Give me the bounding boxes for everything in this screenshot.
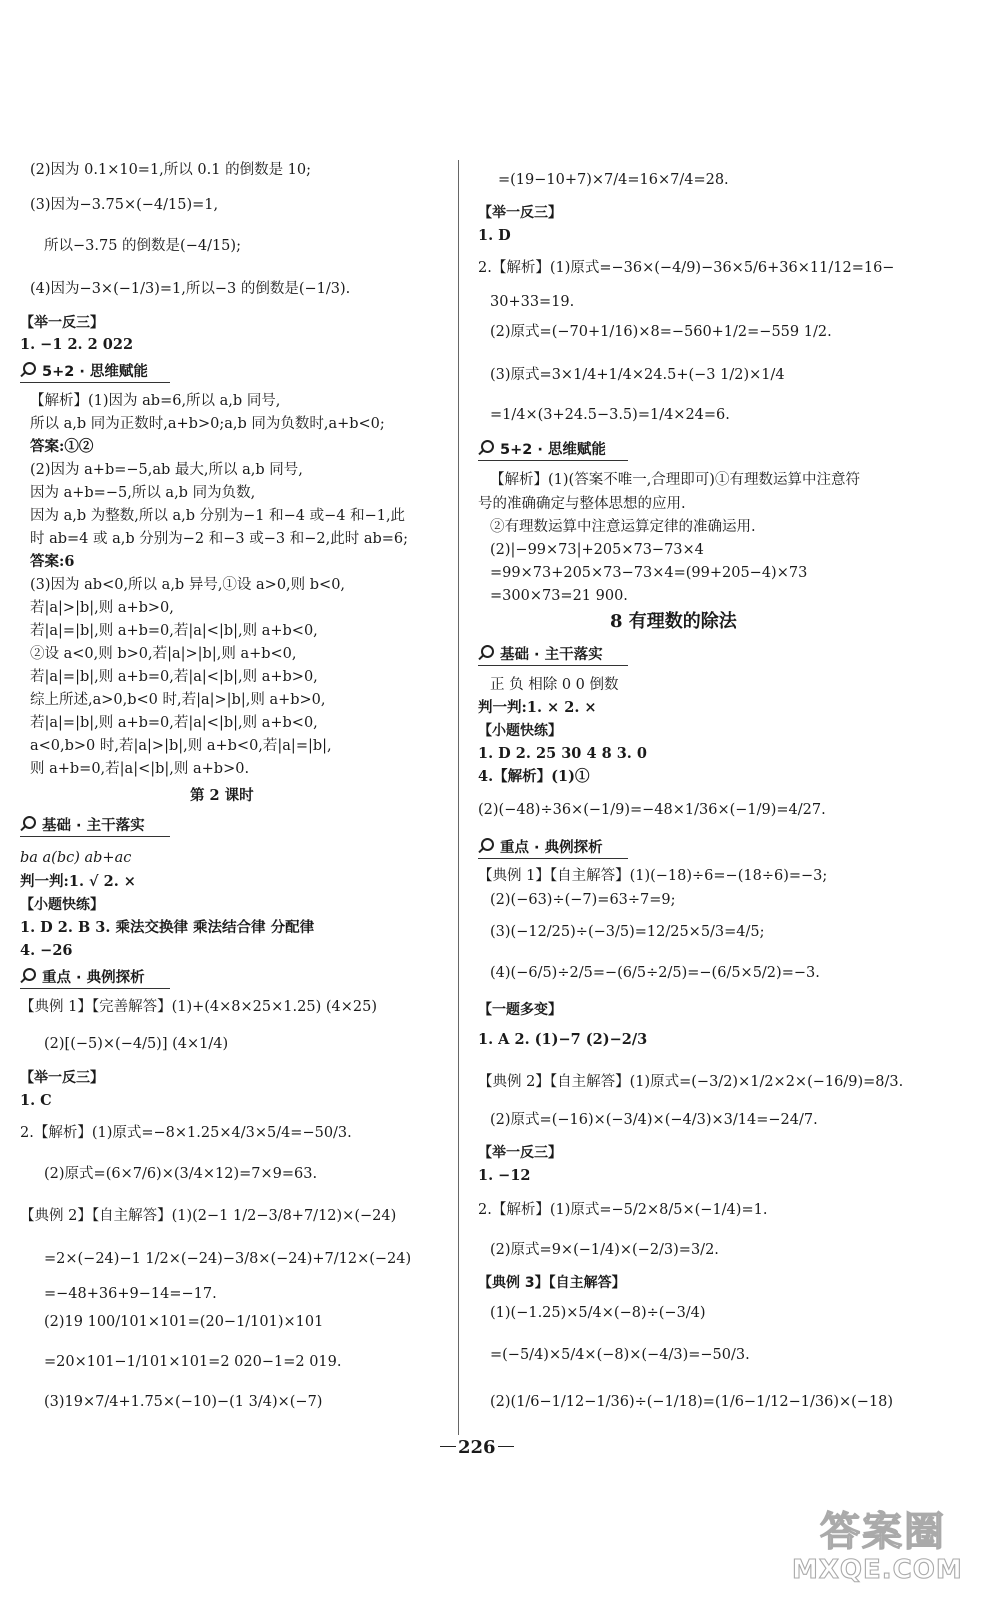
text-line: 1. D	[478, 227, 511, 244]
text-line: (2)(1/6−1/12−1/36)÷(−1/18)=(1/6−1/12−1/36)×(−18)	[490, 1394, 894, 1410]
text-line: (1)(−1.25)×5/4×(−8)÷(−3/4)	[490, 1305, 706, 1321]
text-line: =(−5/4)×5/4×(−8)×(−4/3)=−50/3.	[490, 1347, 750, 1363]
text-line: =300×73=21 900.	[490, 588, 628, 604]
text-line: 4.【解析】(1)①	[478, 768, 590, 785]
text-line: 2.【解析】(1)原式=−5/2×8/5×(−1/4)=1.	[478, 1202, 768, 1218]
text-line: 若|a|=|b|,则 a+b=0,若|a|<|b|,则 a+b<0,	[30, 623, 318, 639]
text-line: (2)|−99×73|+205×73−73×4	[490, 542, 704, 558]
text-line: (4)因为−3×(−1/3)=1,所以−3 的倒数是(−1/3).	[30, 281, 351, 297]
column-divider	[458, 160, 459, 1435]
text-line: =2×(−24)−1 1/2×(−24)−3/8×(−24)+7/12×(−24)	[44, 1251, 412, 1267]
text-line: (3)因为 ab<0,所以 a,b 异号,①设 a>0,则 b<0,	[30, 577, 346, 593]
text-line: =1/4×(3+24.5−3.5)=1/4×24=6.	[490, 407, 730, 423]
text-line: (2)因为 0.1×10=1,所以 0.1 的倒数是 10;	[30, 162, 312, 178]
section-heading: 【举一反三】	[20, 1070, 104, 1086]
text-line: =99×73+205×73−73×4=(99+205−4)×73	[490, 565, 808, 581]
text-line: 【典例 2】【自主解答】(1)原式=(−3/2)×1/2×2×(−16/9)=8/3.	[478, 1074, 904, 1090]
section-header: 5+2 · 思维赋能	[478, 440, 606, 460]
text-line: 正 负 相除 0 0 倒数	[490, 677, 619, 693]
magnifier-icon	[478, 440, 496, 456]
text-line: 若|a|=|b|,则 a+b=0,若|a|<|b|,则 a+b>0,	[30, 669, 318, 685]
text-line: 2.【解析】(1)原式=−8×1.25×4/3×5/4=−50/3.	[20, 1125, 352, 1141]
text-line: =20×101−1/101×101=2 020−1=2 019.	[44, 1354, 342, 1370]
text-line: (2)(−48)÷36×(−1/9)=−48×1/36×(−1/9)=4/27.	[478, 802, 826, 818]
lesson-subtitle: 第 2 课时	[190, 787, 254, 804]
section-header: 基础 · 主干落实	[20, 816, 145, 836]
text-line: 1. D 2. 25 30 4 8 3. 0	[478, 745, 647, 762]
header-underline	[20, 382, 170, 383]
text-line: 1. −12	[478, 1167, 531, 1184]
watermark-logo: 答案圈	[820, 1509, 946, 1555]
text-line: 若|a|=|b|,则 a+b=0,若|a|<|b|,则 a+b<0,	[30, 715, 318, 731]
magnifier-icon	[478, 838, 496, 854]
section-heading: 【一题多变】	[478, 1002, 562, 1018]
watermark	[780, 1500, 990, 1595]
text-line: 2.【解析】(1)原式=−36×(−4/9)−36×5/6+36×11/12=16−	[478, 260, 895, 276]
magnifier-icon	[20, 816, 38, 832]
text-line: (2)因为 a+b=−5,ab 最大,所以 a,b 同号,	[30, 462, 303, 478]
text-line: a<0,b>0 时,若|a|>|b|,则 a+b<0,若|a|=|b|,	[30, 738, 332, 754]
text-line: (4)(−6/5)÷2/5=−(6/5÷2/5)=−(6/5×5/2)=−3.	[490, 965, 820, 981]
text-line: (2)19 100/101×101=(20−1/101)×101	[44, 1314, 324, 1330]
text-line: 1. A 2. (1)−7 (2)−2/3	[478, 1031, 648, 1048]
watermark-url: MXQE.COM	[792, 1555, 963, 1585]
header-underline	[20, 836, 170, 837]
answer-label: 答案:6	[30, 553, 75, 570]
text-line: 综上所述,a>0,b<0 时,若|a|>|b|,则 a+b>0,	[30, 692, 326, 708]
text-line: (2)原式=(−16)×(−3/4)×(−4/3)×3/14=−24/7.	[490, 1112, 818, 1128]
text-line: 30+33=19.	[490, 294, 575, 310]
text-line: 1. −1 2. 2 022	[20, 336, 134, 353]
chapter-title: 8 有理数的除法	[610, 611, 737, 632]
text-line: 所以−3.75 的倒数是(−4/15);	[44, 238, 241, 254]
section-header: 5+2 · 思维赋能	[20, 362, 148, 382]
text-line: (3)因为−3.75×(−4/15)=1,	[30, 197, 219, 213]
section-header: 重点 · 典例探析	[478, 838, 603, 858]
text-line: (2)原式=(−70+1/16)×8=−560+1/2=−559 1/2.	[490, 324, 832, 340]
magnifier-icon	[20, 968, 38, 984]
text-line: (3)(−12/25)÷(−3/5)=12/25×5/3=4/5;	[490, 924, 765, 940]
section-header: 重点 · 典例探析	[20, 968, 145, 988]
section-heading: 【举一反三】	[478, 1145, 562, 1161]
magnifier-icon	[20, 362, 38, 378]
text-line: (2)原式=9×(−1/4)×(−2/3)=3/2.	[490, 1242, 719, 1258]
text-line: 时 ab=4 或 a,b 分别为−2 和−3 或−3 和−2,此时 ab=6;	[30, 531, 409, 547]
text-line: 4. −26	[20, 942, 73, 959]
text-line: 1. C	[20, 1092, 52, 1109]
section-heading: 【小题快练】	[478, 723, 562, 739]
section-heading: 【举一反三】	[20, 315, 104, 331]
header-underline	[478, 858, 628, 859]
text-line: 【解析】(1)因为 ab=6,所以 a,b 同号,	[30, 393, 281, 409]
text-line: =−48+36+9−14=−17.	[44, 1286, 217, 1302]
text-line: 【典例 1】【自主解答】(1)(−18)÷6=−(18÷6)=−3;	[478, 868, 828, 884]
section-heading: 【典例 3】【自主解答】	[478, 1275, 626, 1291]
text-line: (2)原式=(6×7/6)×(3/4×12)=7×9=63.	[44, 1166, 318, 1182]
header-underline	[478, 460, 628, 461]
header-underline	[20, 988, 170, 989]
text-line: 1. D 2. B 3. 乘法交换律 乘法结合律 分配律	[20, 919, 315, 936]
magnifier-icon	[478, 645, 496, 661]
section-header: 基础 · 主干落实	[478, 645, 603, 665]
text-line: (3)原式=3×1/4+1/4×24.5+(−3 1/2)×1/4	[490, 367, 785, 383]
text-line: 【典例 2】【自主解答】(1)(2−1 1/2−3/8+7/12)×(−24)	[20, 1208, 397, 1224]
text-line: =(19−10+7)×7/4=16×7/4=28.	[498, 172, 729, 188]
text-line: 因为 a,b 为整数,所以 a,b 分别为−1 和−4 或−4 和−1,此	[30, 508, 406, 524]
text-line: ②有理数运算中注意运算定律的准确运用.	[490, 519, 756, 535]
text-line: 【解析】(1)(答案不唯一,合理即可)①有理数运算中注意符	[490, 472, 860, 488]
text-line: 若|a|>|b|,则 a+b>0,	[30, 600, 174, 616]
text-line: 因为 a+b=−5,所以 a,b 同为负数,	[30, 485, 256, 501]
text-line: (3)19×7/4+1.75×(−10)−(1 3/4)×(−7)	[44, 1394, 323, 1410]
text-line: 所以 a,b 同为正数时,a+b>0;a,b 同为负数时,a+b<0;	[30, 416, 385, 432]
text-line: ba a(bc) ab+ac	[20, 850, 132, 866]
text-line: (2)[(−5)×(−4/5)] (4×1/4)	[44, 1036, 229, 1052]
text-line: 判一判:1. √ 2. ×	[20, 873, 136, 890]
text-line: 号的准确确定与整体思想的应用.	[478, 496, 686, 512]
text-line: ②设 a<0,则 b>0,若|a|>|b|,则 a+b<0,	[30, 646, 297, 662]
text-line: 则 a+b=0,若|a|<|b|,则 a+b>0.	[30, 761, 250, 777]
text-line: (2)(−63)÷(−7)=63÷7=9;	[490, 892, 676, 908]
text-line: 【典例 1】【完善解答】(1)+(4×8×25×1.25) (4×25)	[20, 999, 377, 1015]
header-underline	[478, 665, 628, 666]
section-heading: 【举一反三】	[478, 205, 562, 221]
page-number: 226	[440, 1437, 514, 1458]
section-heading: 【小题快练】	[20, 897, 104, 913]
answer-label: 答案:①②	[30, 438, 94, 455]
text-line: 判一判:1. × 2. ×	[478, 699, 597, 716]
